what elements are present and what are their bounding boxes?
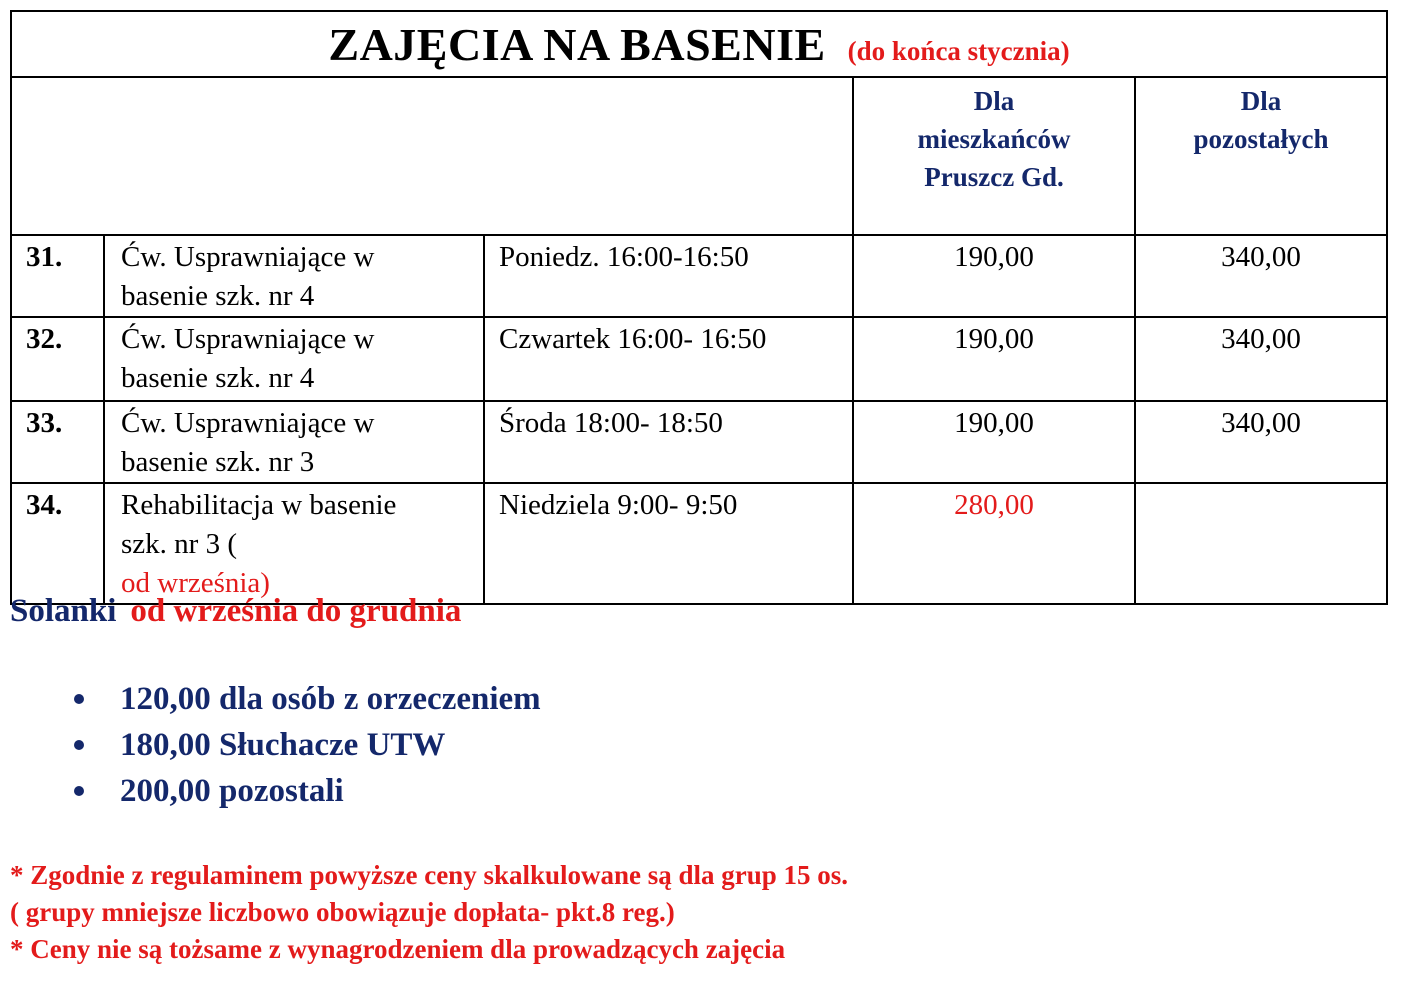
footnote: * Ceny nie są tożsame z wynagrodzeniem dla prowadzących zajęcia <box>10 934 786 964</box>
title-row <box>11 11 1387 77</box>
solanki-label: Solanki <box>10 593 117 629</box>
bullet-icon <box>74 694 84 704</box>
footnote: ( grupy mniejsze liczbowo obowiązuje dopłata- pkt.8 reg.) <box>10 897 675 927</box>
table-row <box>11 235 1387 317</box>
title-cell <box>11 11 1387 77</box>
header-residents: Dla mieszkańców Pruszcz Gd. <box>853 77 1135 235</box>
start-date-note: od września) <box>121 567 270 599</box>
row-number: 33. <box>11 401 104 483</box>
activity-name: Rehabilitacja w basenie szk. nr 3 ( od września) <box>104 483 484 604</box>
table-row <box>11 317 1387 401</box>
price-residents: 190,00 <box>853 235 1135 317</box>
activity-time: Środa 18:00- 18:50 <box>484 401 853 483</box>
footnotes <box>10 857 848 968</box>
list-item: 180,00 Słuchacze UTW <box>0 723 541 769</box>
header-others: Dla pozostałych <box>1135 77 1387 235</box>
price-residents: 190,00 <box>853 317 1135 401</box>
solanki-price-list <box>0 677 541 815</box>
bullet-icon <box>74 786 84 796</box>
table-row <box>11 401 1387 483</box>
price-others <box>1135 483 1387 604</box>
list-item: 120,00 dla osób z orzeczeniem <box>0 677 541 723</box>
activity-time: Czwartek 16:00- 16:50 <box>484 317 853 401</box>
header-row <box>11 77 1387 235</box>
footnote: * Zgodnie z regulaminem powyższe ceny skalkulowane są dla grup 15 os. <box>10 860 849 890</box>
row-number: 32. <box>11 317 104 401</box>
activity-name: Ćw. Usprawniające w basenie szk. nr 4 <box>104 235 484 317</box>
price-others: 340,00 <box>1135 235 1387 317</box>
bullet-icon <box>74 740 84 750</box>
list-item: 200,00 pozostali <box>0 769 541 815</box>
table-row <box>11 483 1387 604</box>
solanki-period: od września do grudnia <box>130 593 462 629</box>
activity-time: Niedziela 9:00- 9:50 <box>484 483 853 604</box>
activity-name: Ćw. Usprawniające w basenie szk. nr 3 <box>104 401 484 483</box>
price-table <box>10 10 1388 605</box>
price-residents: 280,00 <box>853 483 1135 604</box>
price-others: 340,00 <box>1135 401 1387 483</box>
activity-name: Ćw. Usprawniające w basenie szk. nr 4 <box>104 317 484 401</box>
activity-time: Poniedz. 16:00-16:50 <box>484 235 853 317</box>
row-number: 31. <box>11 235 104 317</box>
solanki-heading <box>10 593 461 630</box>
header-empty-cell <box>11 77 853 235</box>
row-number: 34. <box>11 483 104 604</box>
page-subtitle: (do końca stycznia) <box>847 35 1070 66</box>
price-residents: 190,00 <box>853 401 1135 483</box>
price-others: 340,00 <box>1135 317 1387 401</box>
page-title: ZAJĘCIA NA BASENIE <box>328 18 826 70</box>
